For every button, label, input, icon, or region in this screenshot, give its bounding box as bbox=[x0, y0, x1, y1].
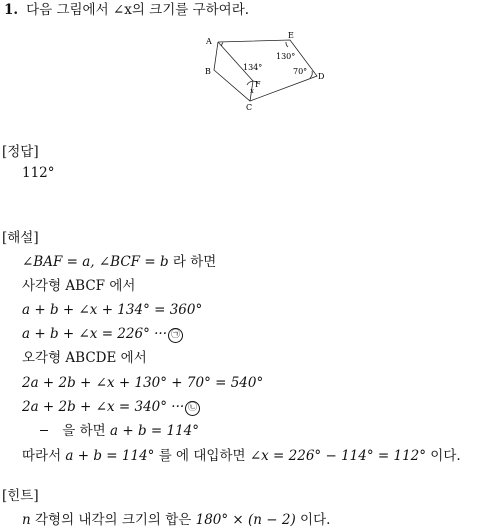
solution-line-9 bbox=[22, 446, 461, 466]
angle-label-f: 134° bbox=[243, 63, 263, 72]
hint-math-2: 180° × (n − 2) bbox=[195, 512, 296, 528]
solution-line-9-math2: ∠x = 226° − 114° = 112° bbox=[249, 448, 427, 464]
hint-line bbox=[22, 510, 330, 530]
solution-line-2 bbox=[22, 276, 135, 296]
solution-line-4-math: a + b + ∠x = 226° ··· bbox=[22, 326, 167, 342]
angle-label-d: 70° bbox=[293, 67, 308, 76]
minus-sign bbox=[40, 430, 48, 431]
solution-line-1-math: ∠BAF = a, ∠BCF = b bbox=[22, 254, 169, 270]
solution-line-5-math: ABCDE bbox=[65, 350, 117, 366]
solution-line-9-text3: 이다. bbox=[426, 448, 461, 464]
circled-mark-1: ㉠ bbox=[168, 328, 183, 343]
answer-heading: [정답] bbox=[2, 144, 39, 160]
angle-label-x: x bbox=[250, 87, 254, 95]
solution-line-2-math: ABCF bbox=[65, 278, 106, 294]
solution-line-4 bbox=[22, 324, 183, 344]
vertex-label-b: B bbox=[205, 67, 211, 76]
vertex-label-e: E bbox=[288, 31, 294, 40]
solution-line-8-text: 을 하면 bbox=[58, 423, 110, 439]
hint-text-1: 각형의 내각의 크기의 합은 bbox=[30, 512, 196, 528]
solution-line-7-math: 2a + 2b + ∠x = 340° ··· bbox=[22, 399, 185, 415]
solution-line-5-text2: 에서 bbox=[116, 350, 147, 366]
solution-line-7 bbox=[22, 397, 200, 417]
question-text: 다음 그림에서 ∠x의 크기를 구하여라. bbox=[26, 2, 250, 18]
solution-line-9-text2: 를 에 대입하면 bbox=[154, 448, 250, 464]
solution-line-2-text2: 에서 bbox=[105, 278, 136, 294]
solution-line-5-text: 오각형 bbox=[22, 350, 66, 366]
solution-line-5 bbox=[22, 348, 147, 368]
hint-heading: [힌트] bbox=[2, 488, 39, 504]
hint-text-2: 이다. bbox=[295, 512, 331, 528]
solution-line-2-text: 사각형 bbox=[22, 278, 66, 294]
question-number: 1. bbox=[4, 2, 19, 18]
solution-line-1 bbox=[22, 252, 216, 272]
pentagon-figure bbox=[200, 30, 340, 115]
solution-line-9-text: 따라서 bbox=[22, 448, 66, 464]
solution-line-8 bbox=[22, 421, 199, 441]
solution-line-9-math: a + b = 114° bbox=[65, 448, 155, 464]
solution-line-6: 2a + 2b + ∠x + 130° + 70° = 540° bbox=[22, 375, 264, 391]
vertex-label-d: D bbox=[318, 72, 325, 81]
question-line bbox=[4, 0, 249, 20]
solution-line-1-text: 라 하면 bbox=[168, 254, 217, 270]
angle-label-e: 130° bbox=[276, 52, 296, 61]
vertex-label-f: F bbox=[255, 80, 261, 89]
circled-mark-2: ㉡ bbox=[185, 401, 200, 416]
solution-heading: [해설] bbox=[2, 230, 39, 246]
solution-line-3: a + b + ∠x + 134° = 360° bbox=[22, 302, 203, 318]
answer-value: 112° bbox=[22, 165, 55, 181]
hint-math-1: n bbox=[22, 512, 31, 528]
vertex-label-c: C bbox=[246, 103, 253, 112]
solution-line-8-math: a + b = 114° bbox=[110, 423, 199, 439]
vertex-label-a: A bbox=[206, 37, 212, 46]
